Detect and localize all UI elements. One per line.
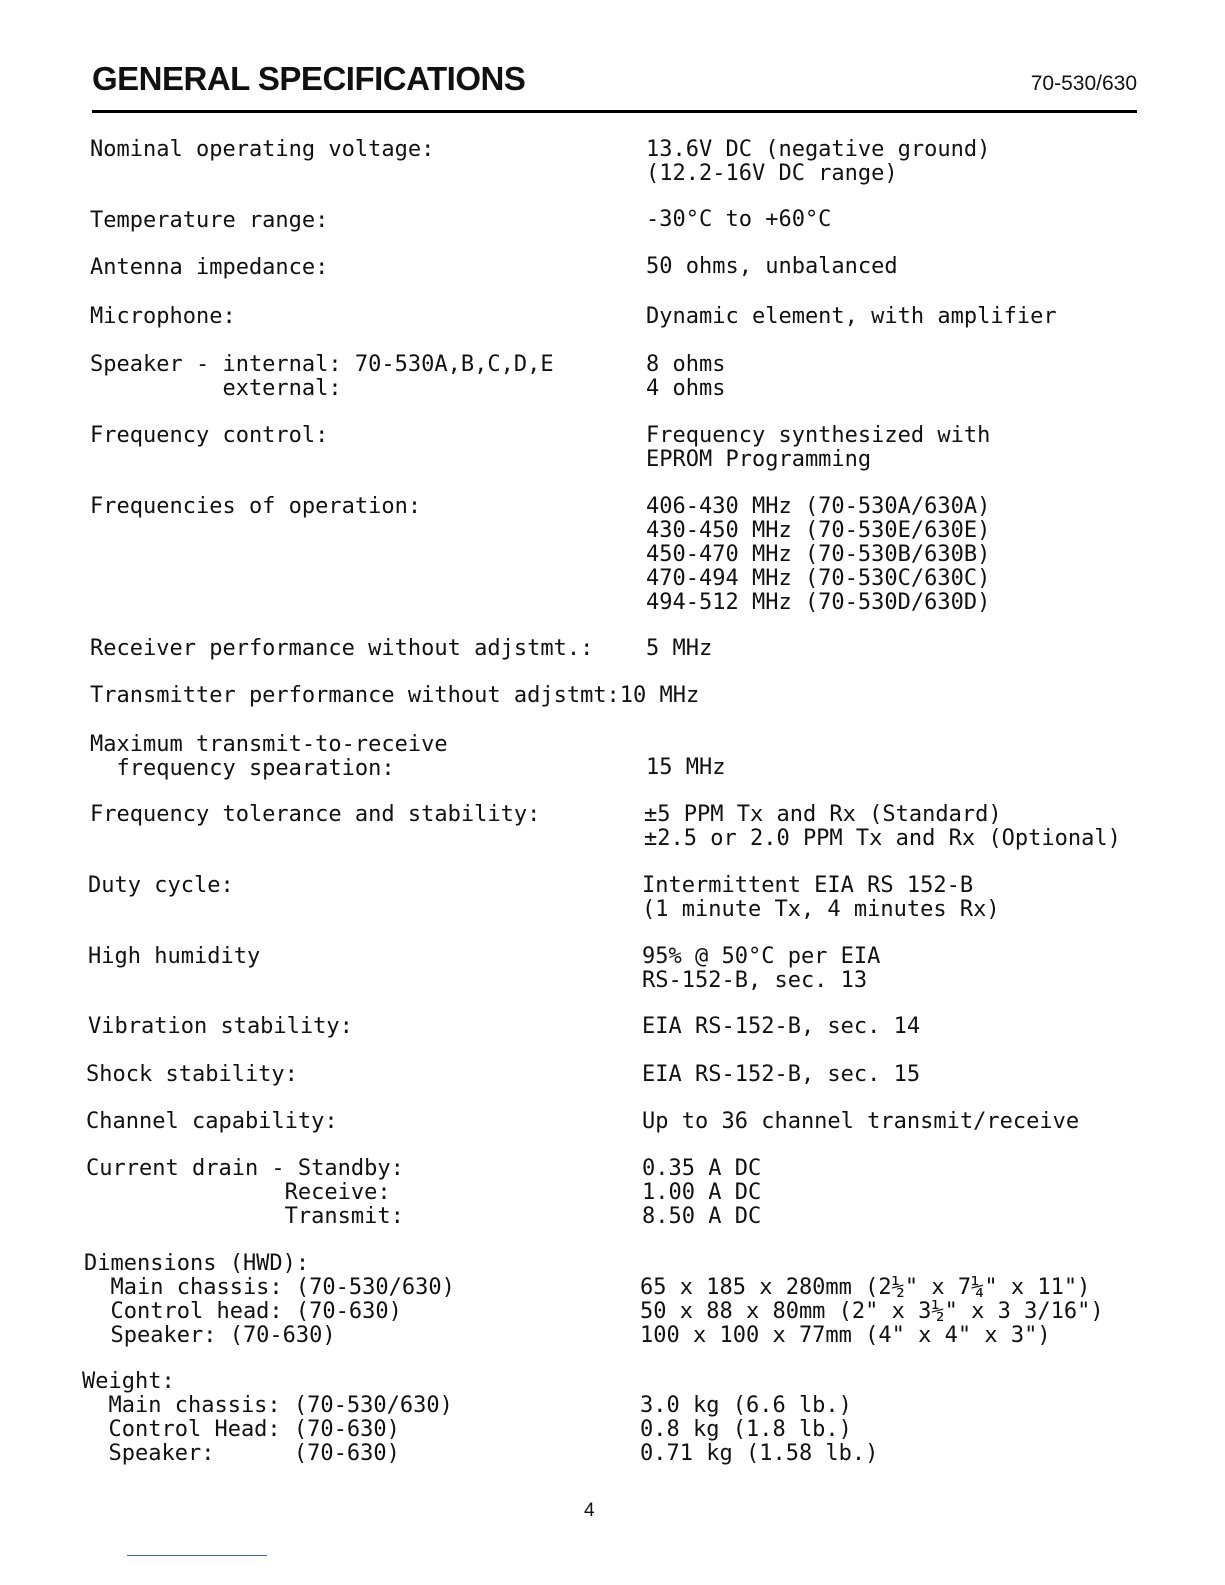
shock-value: EIA RS-152-B, sec. 15: [642, 1062, 921, 1087]
humidity-label: High humidity: [88, 944, 261, 969]
separation-label: Maximum transmit-to-receive frequency spearation:: [90, 732, 448, 781]
antenna-value: 50 ohms, unbalanced: [646, 254, 898, 279]
dimensions-value: 65 x 185 x 280mm (2½" x 7¼" x 11") 50 x 88 x 80mm (2" x 3½" x 3 3/16") 100 x 100 x 77mm (4" x 4" x 3"): [640, 1275, 1104, 1348]
vibration-value: EIA RS-152-B, sec. 14: [642, 1014, 921, 1039]
temperature-value: -30°C to +60°C: [646, 207, 832, 232]
shock-label: Shock stability:: [86, 1062, 298, 1087]
humidity-value: 95% @ 50°C per EIA RS-152-B, sec. 13: [642, 944, 881, 993]
tolerance-label: Frequency tolerance and stability:: [90, 802, 541, 827]
microphone-value: Dynamic element, with amplifier: [646, 304, 1057, 329]
duty-cycle-label: Duty cycle:: [88, 873, 234, 898]
frequencies-label: Frequencies of operation:: [90, 494, 422, 519]
microphone-label: Microphone:: [90, 304, 236, 329]
vibration-label: Vibration stability:: [88, 1014, 353, 1039]
weight-value: 3.0 kg (6.6 lb.) 0.8 kg (1.8 lb.) 0.71 kg (1.58 lb.): [640, 1393, 879, 1466]
separation-value: 15 MHz: [646, 755, 726, 780]
transmitter-performance-line: Transmitter performance without adjstmt:10 MHz: [90, 683, 700, 708]
frequencies-value: 406-430 MHz (70-530A/630A) 430-450 MHz (70-530E/630E) 450-470 MHz (70-530B/630B) 470-494 MHz (70-530C/630C) 494-512 MHz (70-530D/630D): [646, 494, 991, 615]
tolerance-value: ±5 PPM Tx and Rx (Standard) ±2.5 or 2.0 PPM Tx and Rx (Optional): [644, 802, 1121, 851]
page-title: GENERAL SPECIFICATIONS: [92, 60, 526, 97]
current-drain-label: Current drain - Standby: Receive: Transmit:: [86, 1156, 404, 1229]
page-number: 4: [584, 1500, 595, 1521]
footer-link-line: [127, 1555, 267, 1556]
voltage-value: 13.6V DC (negative ground) (12.2-16V DC range): [646, 137, 991, 186]
speaker-value: 8 ohms 4 ohms: [646, 352, 726, 401]
speaker-label: Speaker - internal: 70-530A,B,C,D,E external:: [90, 352, 554, 401]
dimensions-label: Dimensions (HWD): Main chassis: (70-530/630) Control head: (70-630) Speaker: (70-630): [84, 1251, 455, 1348]
receiver-performance-label: Receiver performance without adjstmt.:: [90, 636, 594, 661]
receiver-performance-value: 5 MHz: [646, 636, 713, 661]
model-number: 70-530/630: [1030, 72, 1137, 95]
frequency-control-label: Frequency control:: [90, 423, 329, 448]
frequency-control-value: Frequency synthesized with EPROM Programming: [646, 423, 991, 472]
antenna-label: Antenna impedance:: [90, 255, 329, 280]
voltage-label: Nominal operating voltage:: [90, 137, 435, 162]
current-drain-value: 0.35 A DC 1.00 A DC 8.50 A DC: [642, 1156, 762, 1229]
header-rule: [92, 110, 1137, 113]
temperature-label: Temperature range:: [90, 208, 329, 233]
duty-cycle-value: Intermittent EIA RS 152-B (1 minute Tx, 4 minutes Rx): [642, 873, 1000, 922]
channel-label: Channel capability:: [86, 1109, 338, 1134]
weight-label: Weight: Main chassis: (70-530/630) Control Head: (70-630) Speaker: (70-630): [82, 1369, 453, 1466]
channel-value: Up to 36 channel transmit/receive: [642, 1109, 1080, 1134]
